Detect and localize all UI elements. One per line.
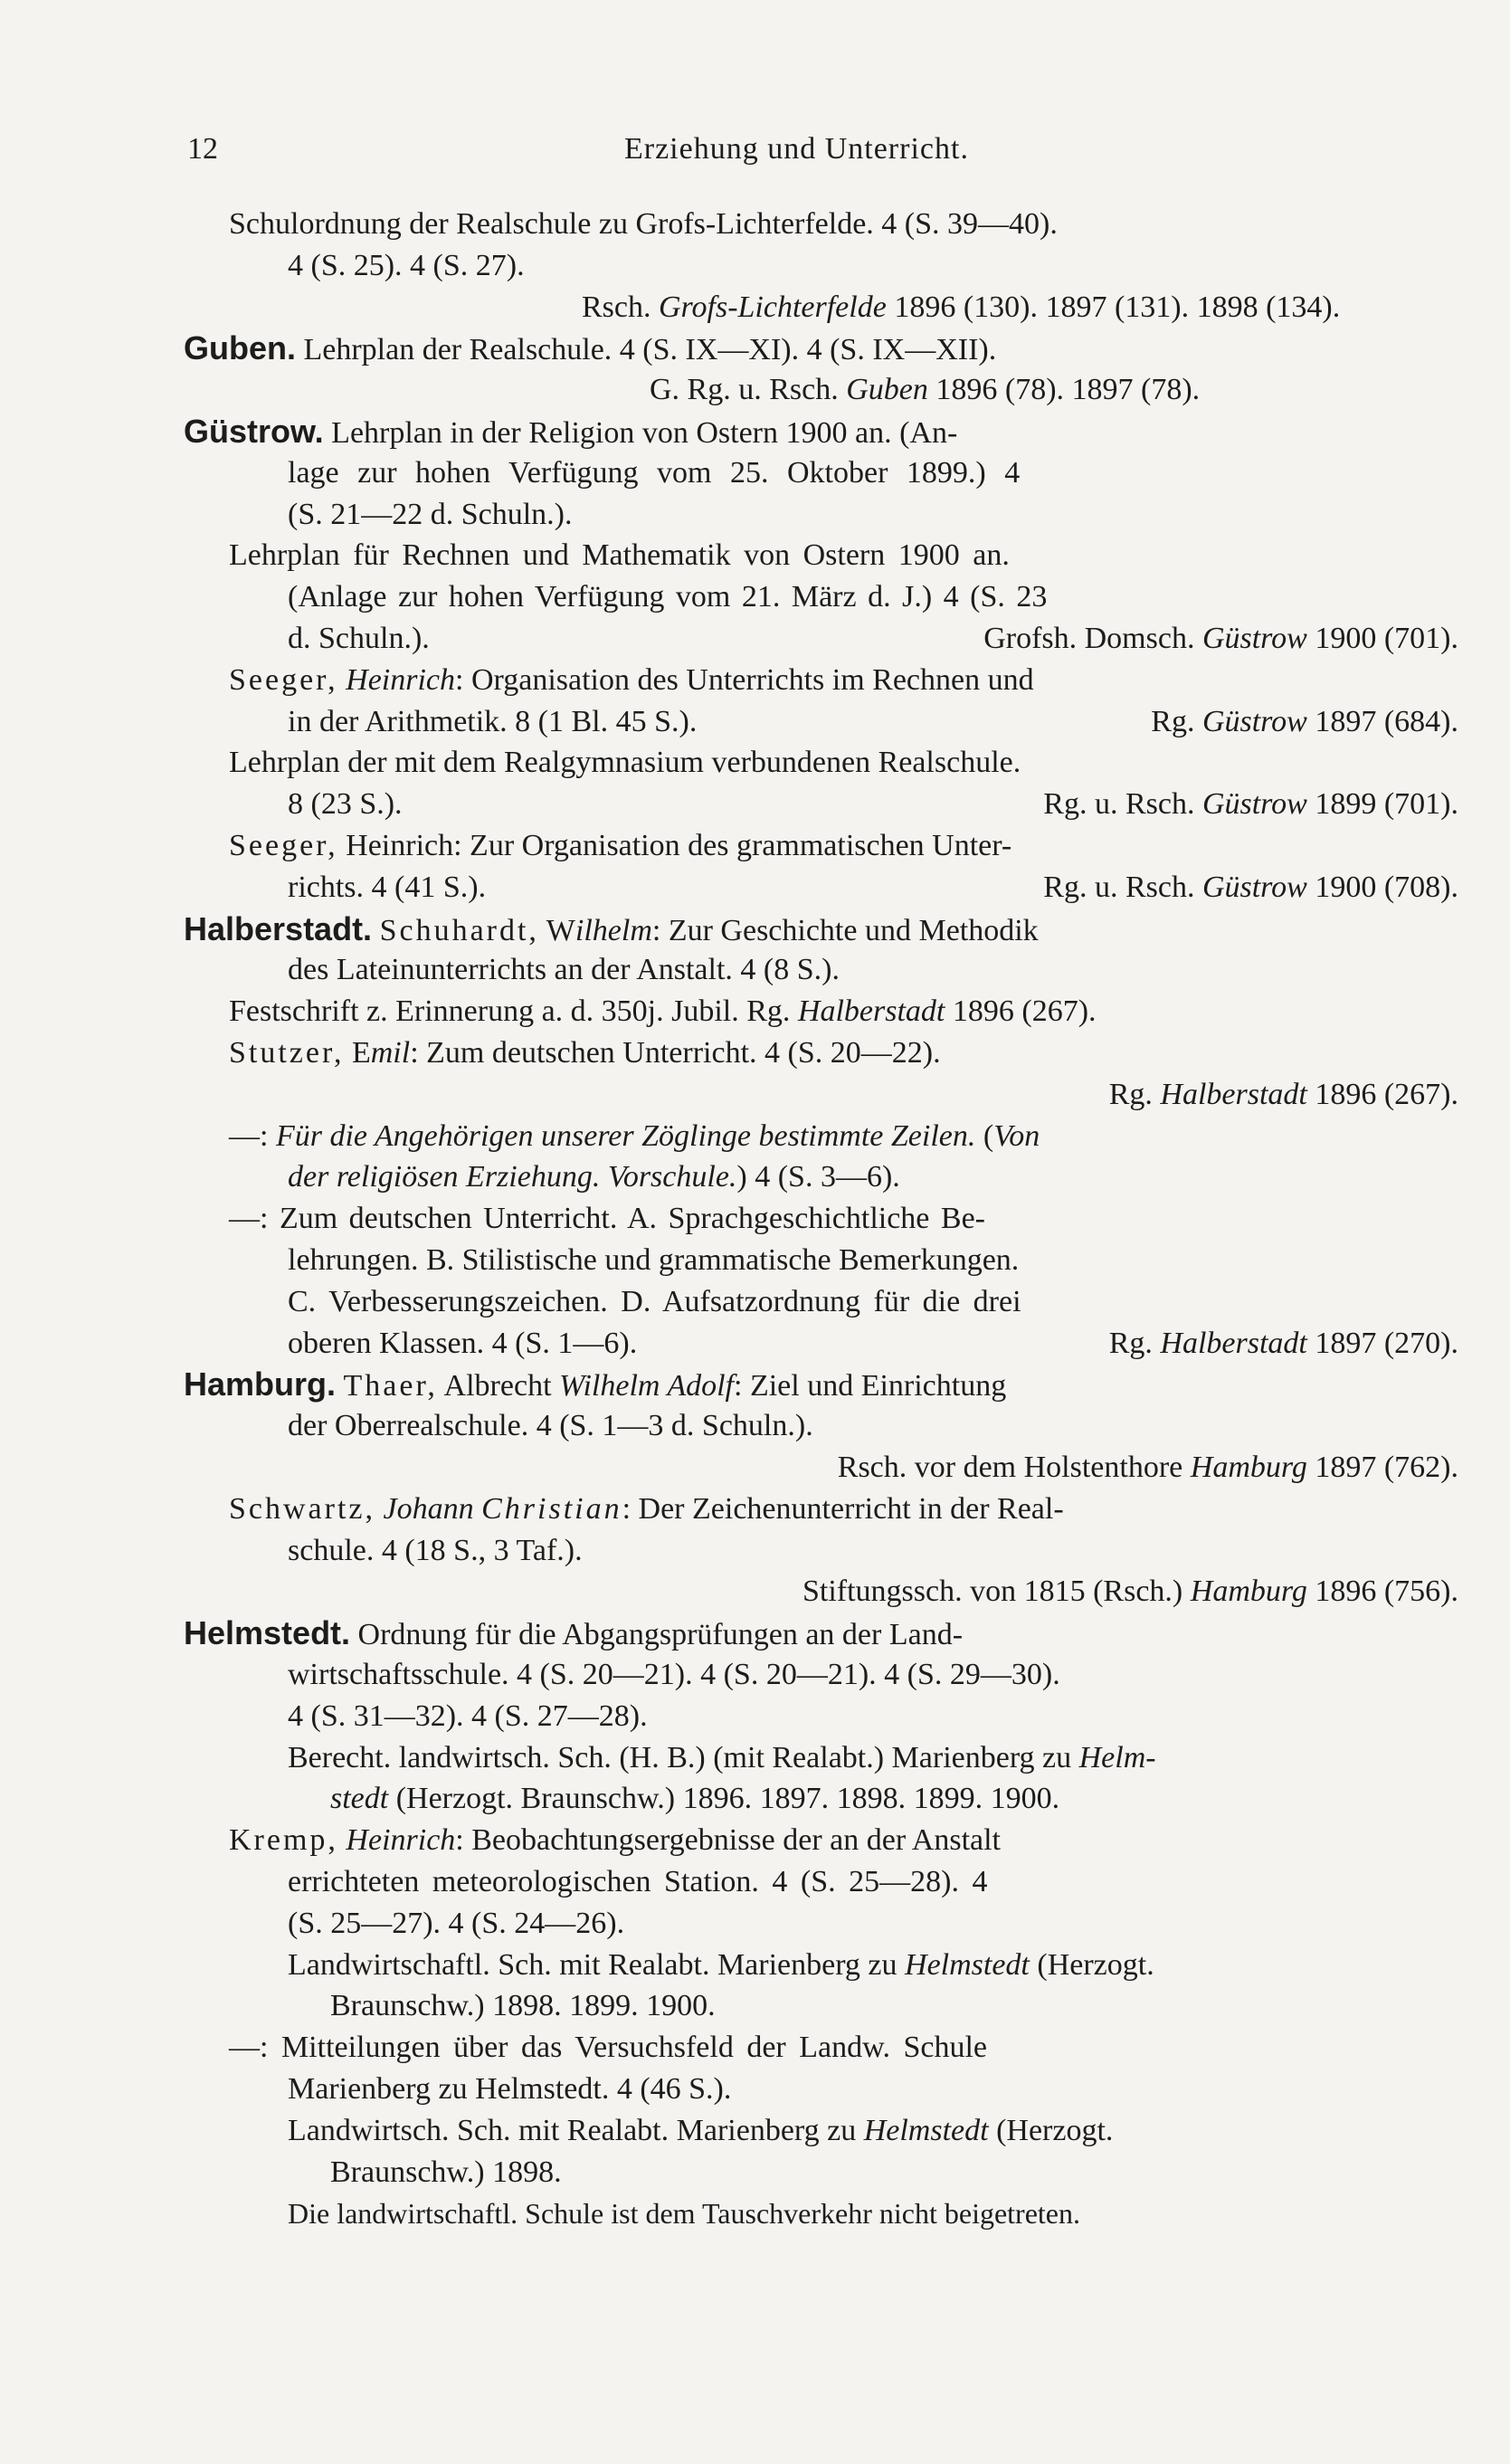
city-heading: Helmstedt.	[184, 1614, 351, 1651]
page-number: 12	[187, 132, 218, 166]
running-head: Erziehung und Unterricht.	[624, 132, 969, 166]
document-page: 12 Erziehung und Unterricht. Schulordnung der Realschule zu Grofs-Lichterfelde. 4 (S. 39—40). 4 (S. 25). 4 (S. 27). Rsch. Grofs-Lichterfelde 1896 (130). 1897 (131). 1898 (134). Guben. Lehrplan der Realschule. 4 (S. IX—XI). 4 (S. IX—XII). G. Rg. u. Rsch. Guben 1896 (78). 1897 (78). Güstrow. Lehrplan in der Religion von Ostern 1900 an. (An- lage zur hohen Verfügung vom 25. Oktober 1899.) 4 (S. 21—22 d. Schuln.). Lehrplan für Rechnen und Mathematik von Ostern 1900 an. (Anlage zur hohen Verfügung vom 21. März d. J.) 4 (S. 23 d. Schuln.). Grofsh. Domsch. Güstrow 1900 (701). Seeger, Heinrich: Organisation des Unterrichts im Rechnen und in der Arithmetik. 8 (1 Bl. 45 S.). Rg. Güstrow 1897 (684). Lehrplan der mit dem Realgymnasium verbundenen Realschule. 8 (23 S.). Rg. u. Rsch. Güstrow 1899 (701). Seeger, Heinrich: Zur Organisation des grammatischen Unter- richts. 4 (41 S.). Rg. u. Rsch. Güstrow 1900 (708). Halberstadt. Schuhardt, Wilhelm: Zur Geschichte und Methodik des Lateinunterrichts an der Anstalt. 4 (8 S.). Festschrift z. Erinnerung a. d. 350j. Jubil. Rg. Halberstadt 1896 (267). Stutzer, Emil: Zum deutschen Unterricht. 4 (S. 20—22). Rg. Halberstadt 1896 (267). —: Für die Angehörigen unserer Zöglinge bestimmte Zeilen. (Von der religiösen Erziehung. Vorschule.) 4 (S. 3—6). —: Zum deutschen Unterricht. A. Sprachgeschichtliche Be- lehrungen. B. Stilistische und grammatische Bemerkungen. C. Verbesserungszeichen. D. Aufsatzordnung für die drei oberen Klassen. 4 (S. 1—6). Rg. Halberstadt 1897 (270). Hamburg. Thaer, Albrecht Wilhelm Adolf: Ziel und Einrichtung der Oberrealschule. 4 (S. 1—3 d. Schuln.). Rsch. vor dem Holstenthore Hamburg 1897 (762). Schwartz, Johann Christian: Der Zeichenunterricht in der Real- schule. 4 (18 S., 3 Taf.). Stiftungssch. von 1815 (Rsch.) Hamburg 1896 (756). Helmstedt. Ordnung für die Abgangsprüfungen an der Land- wirtschaftsschule. 4 (S. 20—21). 4 (S. 20—21). 4 (S. 29—30). 4 (S. 31—32). 4 (S. 27—28). Berecht. landwirtsch. Sch. (H. B.) (mit Realabt.) Marienberg zu Helm- stedt (Herzogt. Braunschw.) 1896. 1897. 1898. 1899. 1900. Kremp, Heinrich: Beobachtungsergebnisse der an der Anstalt errichteten meteorologischen Station. 4 (S. 25—28). 4 (S. 25—27). 4 (S. 24—26). Landwirtschaftl. Sch. mit Realabt. Marienberg zu Helmstedt (Herzogt. Braunschw.) 1898. 1899. 1900. —: Mitteilungen über das Versuchsfeld der Landw. Schule Marienberg zu Helmstedt. 4 (46 S.). Landwirtsch. Sch. mit Realabt. Marienberg zu Helmstedt (Herzogt. Braunschw.) 1898. Die landwirtschaftl. Schule ist dem Tauschverkehr nicht beigetreten.	[184, 132, 1458, 2230]
city-heading: Hamburg.	[184, 1365, 337, 1403]
city-heading: Güstrow.	[184, 413, 324, 450]
city-heading: Guben.	[184, 329, 296, 366]
city-heading: Halberstadt.	[184, 910, 373, 947]
